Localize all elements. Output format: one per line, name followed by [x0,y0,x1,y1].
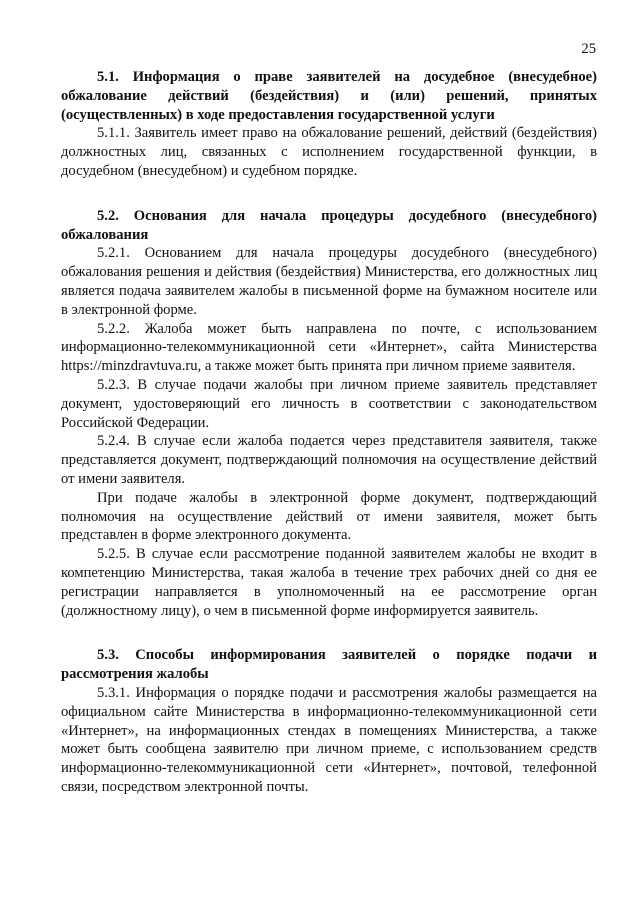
section-5-1 [61,68,597,181]
section-5-3 [61,646,597,796]
document-body [61,68,597,797]
paragraph: 5.1.1. Заявитель имеет право на обжалование решений, действий (бездействия) должностных лиц, связанных с исполнением государственной функции, в досудебном (внесудебном) и судебном порядке. [61,125,597,179]
section-5-2 [61,207,597,621]
section-spacer [61,194,597,207]
section-heading: 5.1. Информация о праве заявителей на досудебное (внесудебное) обжалование действий (бездействия) и (или) решений, принятых (осуществленных) в ходе предоставления государственной услуги [61,69,597,123]
page-number: 25 [581,41,596,57]
paragraph: 5.2.3. В случае подачи жалобы при личном приеме заявитель представляет документ, удостоверяющий его личность в соответствии с законодательством Российской Федерации. [61,376,597,431]
paragraph: 5.2.4. В случае если жалоба подается через представителя заявителя, также представляется документ, подтверждающий полномочия на осуществление действий от имени заявителя. [61,433,597,487]
paragraph: 5.3.1. Информация о порядке подачи и рассмотрения жалобы размещается на официальном сайте Министерства в информационно-телекоммуникационной сети «Интернет», на информационных стендах в помещениях Министерства, а также может быть сообщена заявителю при личном приеме, с использованием средств информационно-телекоммуникационной сети «Интернет», почтовой, телефонной связи, посредством электронной почты. [61,684,597,795]
section-spacer [61,633,597,646]
paragraph: 5.2.2. Жалоба может быть направлена по почте, с использованием информационно-телекоммуникационной сети «Интернет», сайта Министерства https://minzdravtuva.ru, а также может быть принята при личном приеме заявителя. [61,320,597,375]
section-heading: 5.2. Основания для начала процедуры досудебного (внесудебного) обжалования [61,207,597,243]
paragraph: При подаче жалобы в электронной форме документ, подтверждающий полномочия на осуществление действий от имени заявителя, может быть представлен в форме электронного документа. [61,489,597,544]
section-spacer [61,181,597,194]
paragraph: 5.2.1. Основанием для начала процедуры досудебного (внесудебного) обжалования решения и действия (бездействия) Министерства, его должностных лиц является подача заявителем жалобы в письменной форме на бумажном носителе или в электронной форме. [61,245,597,318]
section-spacer [61,620,597,633]
paragraph: 5.2.5. В случае если рассмотрение поданной заявителем жалобы не входит в компетенцию Министерства, такая жалоба в течение трех рабочих дней со дня ее регистрации направляется в уполномоченный на ее рассмотрение орган (должностному лицу), о чем в письменной форме информируется заявитель. [61,546,597,619]
section-heading: 5.3. Способы информирования заявителей о порядке подачи и рассмотрения жалобы [61,647,597,683]
